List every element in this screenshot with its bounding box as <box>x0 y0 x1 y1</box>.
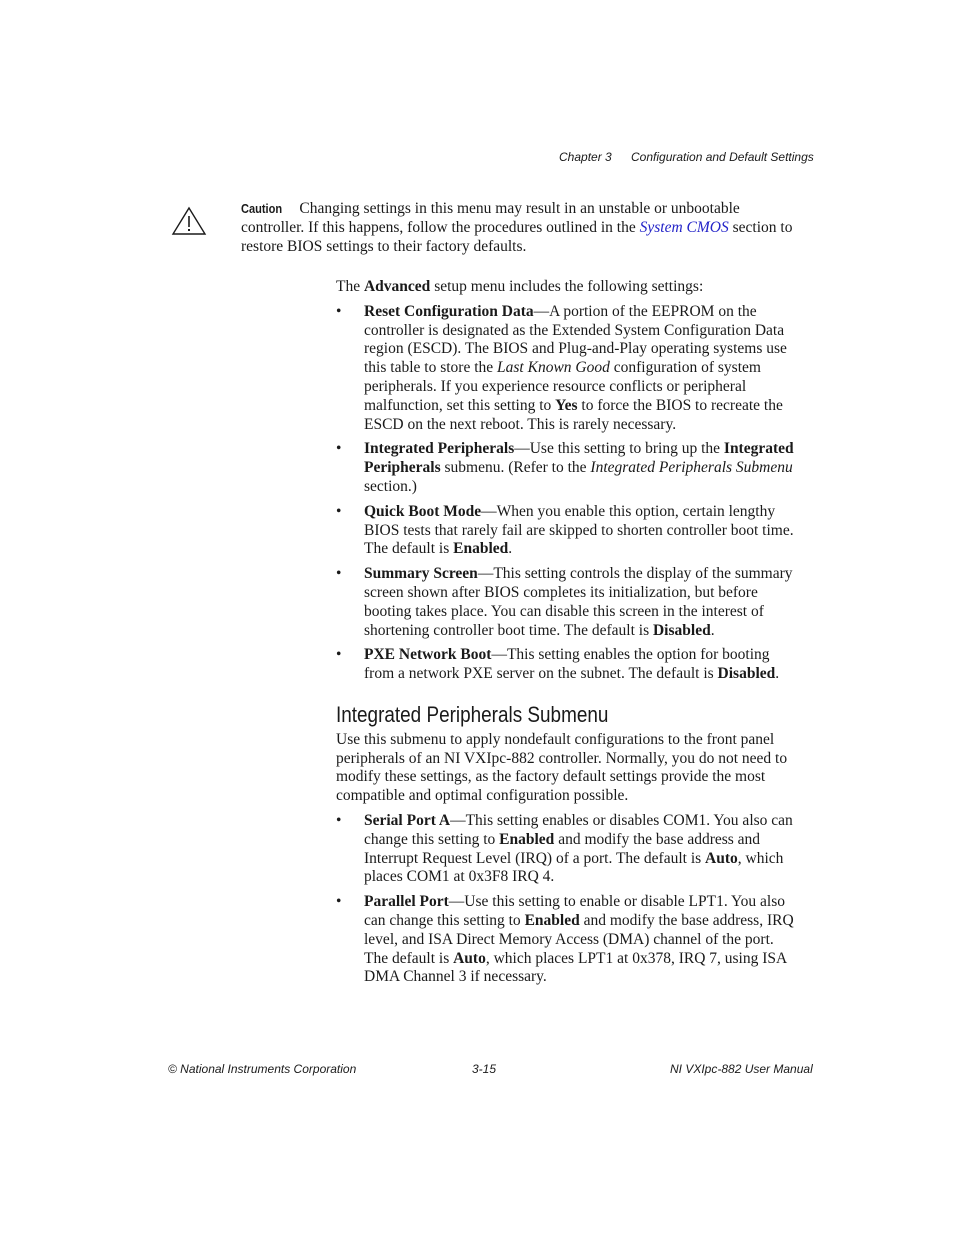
list-item-serial-port-a: • Serial Port A—This setting enables or disables COM1. You also can change this setting to Enabled and modify the base address and Interrupt Request Level (IRQ) of a port. The default is Auto, which places COM1 at 0x3F8 IRQ 4. <box>336 811 793 886</box>
integrated-peripherals-submenu-ref: Integrated Peripherals Submenu <box>590 459 793 477</box>
caution-note <box>241 200 801 256</box>
bullet: • <box>336 565 342 583</box>
bullet: • <box>336 440 342 458</box>
footer-copyright: © National Instruments Corporation <box>168 1062 357 1076</box>
bullet: • <box>336 646 342 664</box>
peripheral-settings-list <box>336 812 798 987</box>
list-item-reset-configuration-data: • Reset Configuration Data—A portion of the EEPROM on the controller is designated as the Extended System Configuration Data region (ESCD). The BIOS and Plug-and-Play operating systems use this table to store the Last Known Good configuration of system peripherals. If you experience resource conflicts or peripheral malfunction, set this setting to Yes to force the BIOS to recreate the ESCD on the next reboot. This is rarely necessary. <box>336 302 787 433</box>
header-title: Configuration and Default Settings <box>631 150 814 164</box>
footer-manual-title: NI VXIpc-882 User Manual <box>670 1062 813 1076</box>
section-intro: Use this submenu to apply nondefault configurations to the front panel peripherals of an NI VXIpc-882 controller. Normally, you do not need to modify these settings, as the factory default settings provide the most compatible and optimal configuration possible. <box>336 730 788 805</box>
list-item-pxe-network-boot: • PXE Network Boot—This setting enables the option for booting from a network PXE server on the subnet. The default is Disabled. <box>336 646 780 683</box>
bullet: • <box>336 302 342 320</box>
list-item-parallel-port: • Parallel Port—Use this setting to enable or disable LPT1. You also can change this setting to Enabled and modify the base address, IRQ level, and ISA Direct Memory Access (DMA) channel of the port. The default is Auto, which places LPT1 at 0x378, IRQ 7, using ISA DMA Channel 3 if necessary. <box>336 893 794 986</box>
bullet: • <box>336 893 342 911</box>
list-item-integrated-peripherals: • Integrated Peripherals—Use this setting to bring up the Integrated Peripherals submenu. (Refer to the Integrated Peripherals Submenu section.) <box>336 440 794 495</box>
advanced-intro: The Advanced setup menu includes the following settings: <box>336 278 704 295</box>
caution-label: Caution <box>241 201 283 216</box>
caution-text-2: section to restore BIOS settings to their factory defaults. <box>241 218 793 255</box>
system-cmos-link[interactable]: System CMOS <box>639 218 729 236</box>
list-item-summary-screen: • Summary Screen—This setting controls the display of the summary screen shown after BIOS completes its initialization, but before booting takes place. You can disable this screen in the interest of shortening controller boot time. The default is Disabled. <box>336 565 793 639</box>
section-heading: Integrated Peripherals Submenu <box>336 701 609 727</box>
list-item-quick-boot-mode: • Quick Boot Mode—When you enable this option, certain lengthy BIOS tests that rarely fail are skipped to shorten controller boot time. The default is Enabled. <box>336 502 794 558</box>
main-content <box>336 278 798 993</box>
caution-text: Changing settings in this menu may result in an unstable or unbootable controller. If this happens, follow the procedures outlined in the <box>241 200 740 236</box>
bullet: • <box>336 502 342 520</box>
advanced-settings-list <box>336 303 798 684</box>
bullet: • <box>336 811 342 829</box>
footer-page-number: 3-15 <box>472 1062 497 1076</box>
caution-icon <box>171 206 207 236</box>
header-chapter: Chapter 3 <box>559 150 612 164</box>
